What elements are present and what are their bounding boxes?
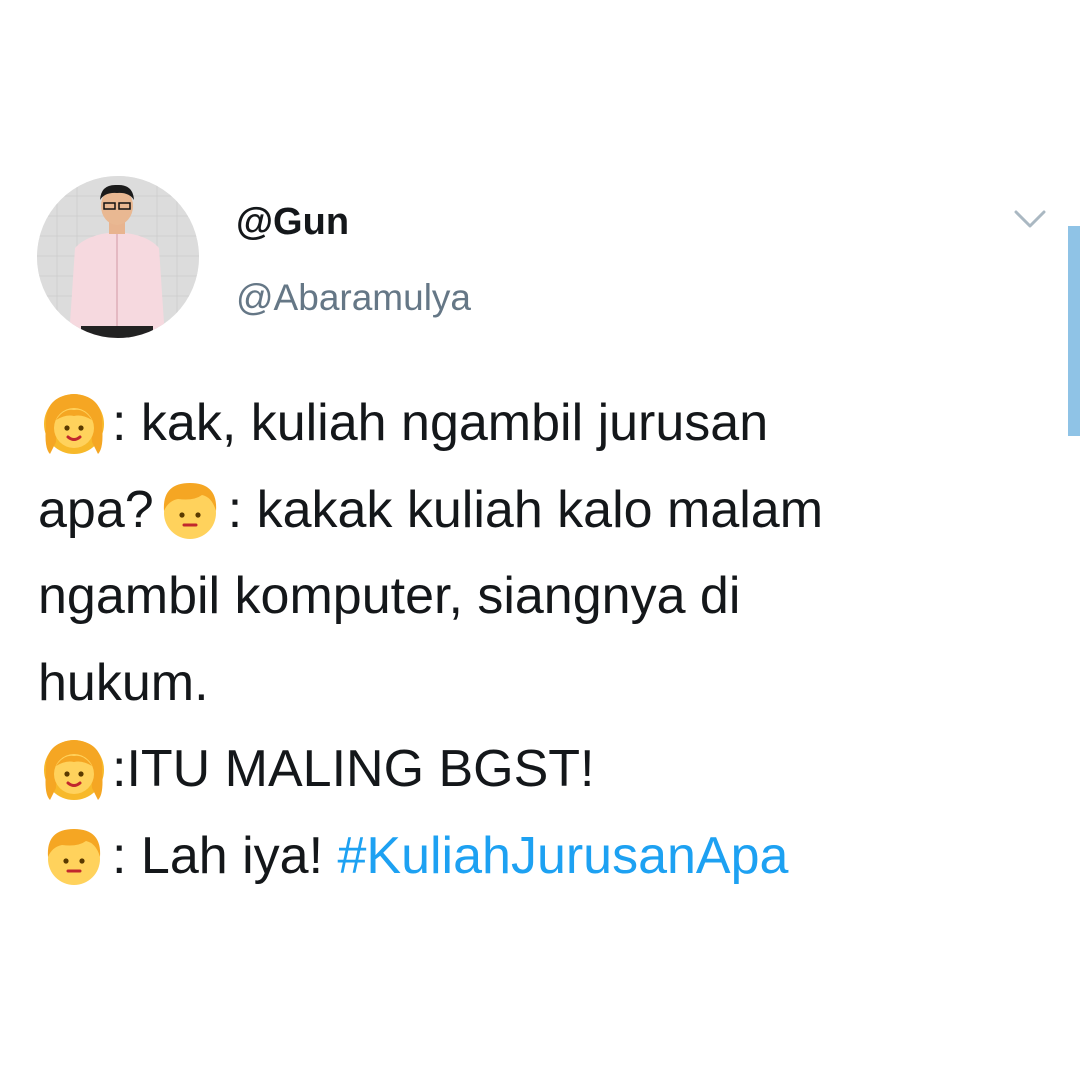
tweet-line-text: : Lah iya! — [112, 826, 338, 885]
hashtag-link[interactable]: #KuliahJurusanApa — [337, 826, 789, 885]
scrollbar[interactable] — [1068, 226, 1080, 436]
tweet-line — [38, 640, 1038, 727]
tweet-line — [38, 467, 1038, 554]
tweet-line-text: :ITU MALING BGST! — [112, 740, 595, 798]
tweet-line — [38, 726, 1038, 813]
tweet-line — [38, 380, 1038, 467]
tweet-line-text: hukum. — [38, 653, 209, 712]
chevron-down-icon[interactable] — [1012, 204, 1048, 234]
girl-emoji-icon — [38, 732, 110, 804]
tweet-line-text: apa? — [38, 480, 154, 539]
boy-emoji-icon — [38, 819, 110, 891]
tweet-text — [38, 380, 1038, 899]
tweet-line — [38, 813, 1038, 900]
tweet-line — [38, 553, 1038, 640]
tweet-line-text: : kak, kuliah ngambil jurusan — [112, 394, 769, 452]
author-handle[interactable]: @Abaramulya — [236, 277, 471, 318]
girl-emoji-icon — [38, 386, 110, 458]
tweet-line-text: ngambil komputer, siangnya di — [38, 567, 741, 625]
boy-emoji-icon — [154, 473, 226, 545]
avatar-photo — [37, 176, 199, 338]
author-display-name[interactable]: @Gun — [236, 201, 350, 243]
avatar[interactable] — [37, 176, 199, 338]
tweet-line-text: : kakak kuliah kalo malam — [227, 480, 824, 539]
